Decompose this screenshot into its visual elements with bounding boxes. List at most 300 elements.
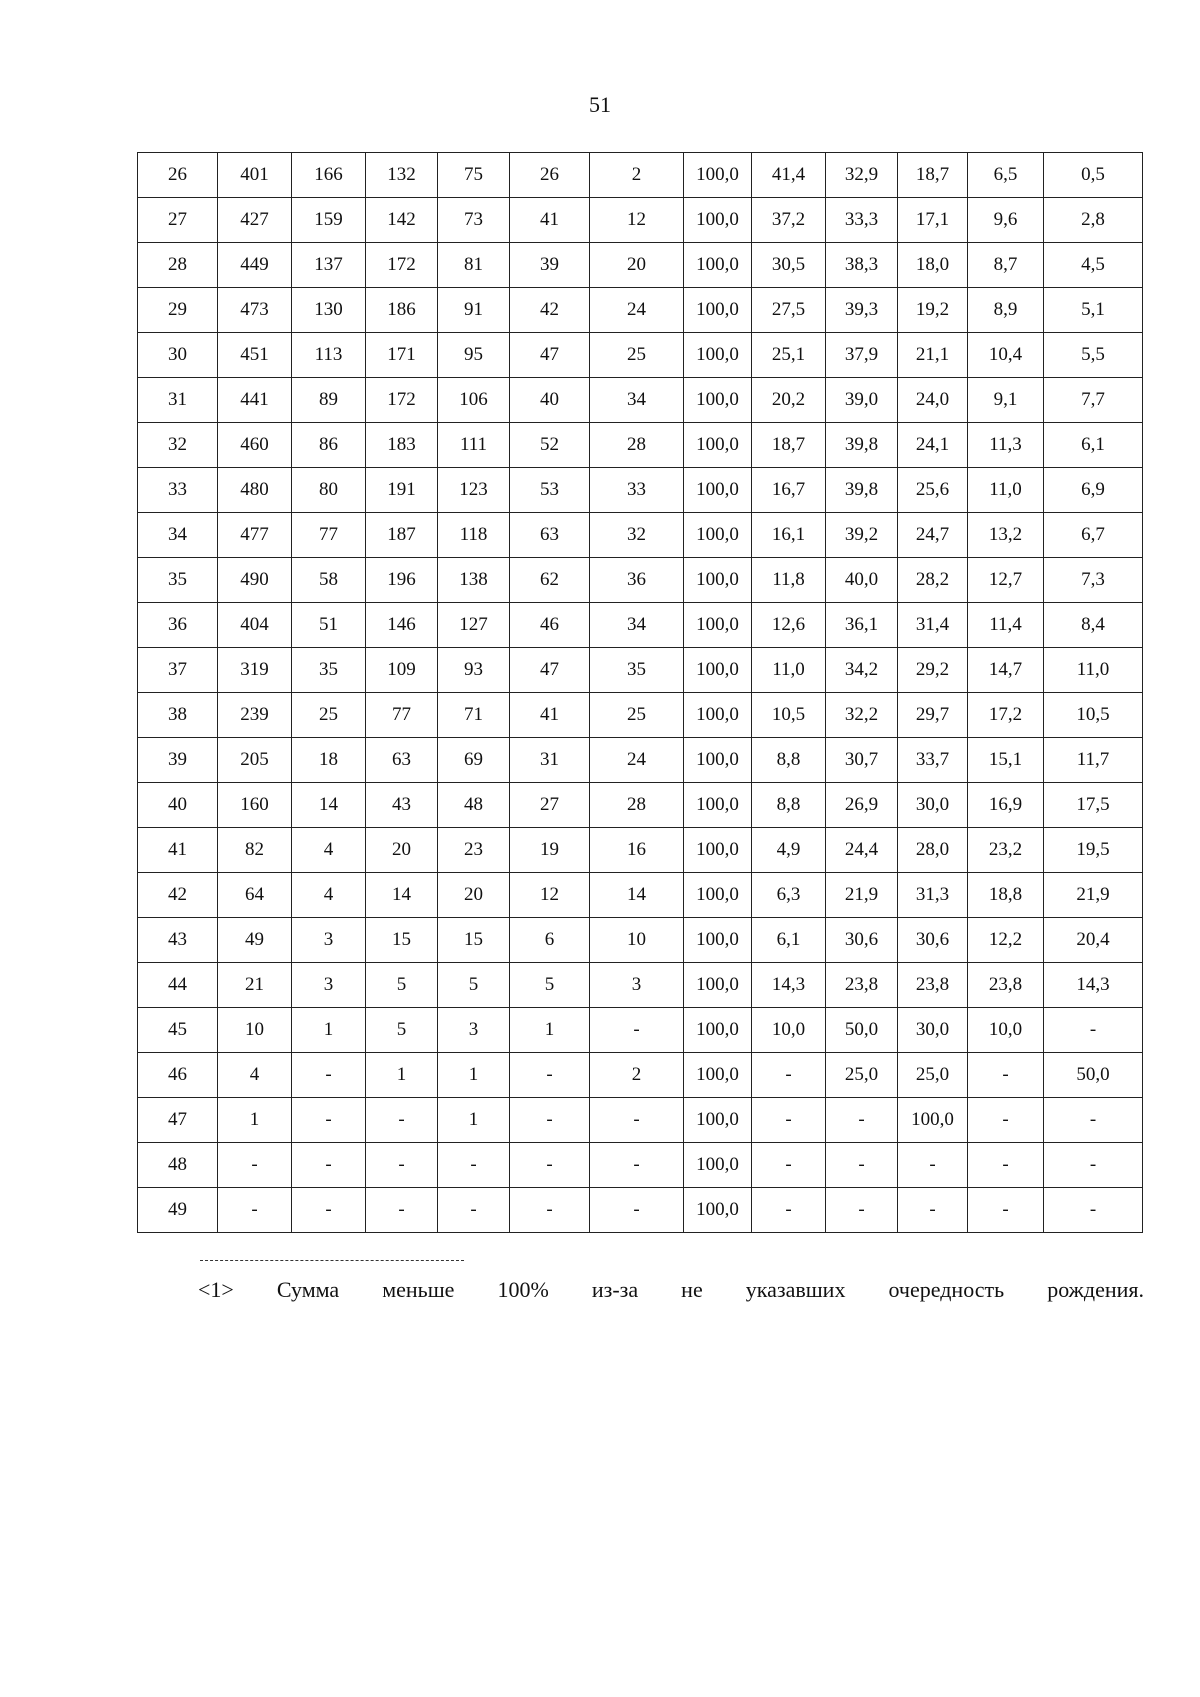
table-row [138, 558, 1143, 603]
table-cell: 28 [590, 423, 684, 468]
table-cell: 490 [218, 558, 292, 603]
table-cell: - [510, 1188, 590, 1233]
table-cell: 21 [218, 963, 292, 1008]
table-cell: 166 [292, 153, 366, 198]
table-row [138, 918, 1143, 963]
table-cell: 16,7 [752, 468, 826, 513]
table-cell: 43 [138, 918, 218, 963]
table-cell: 6,1 [752, 918, 826, 963]
table-cell: 46 [138, 1053, 218, 1098]
table-cell: - [292, 1053, 366, 1098]
table-cell: 31 [138, 378, 218, 423]
table-cell: 8,8 [752, 738, 826, 783]
table-cell: 8,9 [968, 288, 1044, 333]
table-cell: 14 [366, 873, 438, 918]
table-cell: 26 [138, 153, 218, 198]
table-cell: 100,0 [684, 333, 752, 378]
table-cell: 34 [138, 513, 218, 558]
table-cell: 171 [366, 333, 438, 378]
table-cell: 47 [510, 333, 590, 378]
table-cell: - [510, 1098, 590, 1143]
table-cell: 52 [510, 423, 590, 468]
table-cell: 25,0 [898, 1053, 968, 1098]
table-cell: 71 [438, 693, 510, 738]
table-cell: 69 [438, 738, 510, 783]
table-row [138, 828, 1143, 873]
table-cell: 19,2 [898, 288, 968, 333]
table-cell: 47 [510, 648, 590, 693]
table-cell: 17,5 [1044, 783, 1143, 828]
table-cell: 25,6 [898, 468, 968, 513]
footnote-separator [200, 1260, 464, 1261]
table-cell: - [968, 1143, 1044, 1188]
table-cell: 100,0 [684, 783, 752, 828]
table-cell: 32,2 [826, 693, 898, 738]
table-cell: 14,3 [1044, 963, 1143, 1008]
table-cell: 10,4 [968, 333, 1044, 378]
table-cell: 23,8 [826, 963, 898, 1008]
table-cell: 10,5 [752, 693, 826, 738]
table-cell: 38 [138, 693, 218, 738]
table-cell: 29,2 [898, 648, 968, 693]
table-cell: 24,7 [898, 513, 968, 558]
table-cell: 100,0 [684, 1098, 752, 1143]
table-cell: 8,7 [968, 243, 1044, 288]
table-row [138, 963, 1143, 1008]
table-cell: 100,0 [684, 378, 752, 423]
table-cell: 37,2 [752, 198, 826, 243]
table-cell: 39,3 [826, 288, 898, 333]
table-cell: 113 [292, 333, 366, 378]
table-cell: 46 [510, 603, 590, 648]
table-cell: 39,8 [826, 423, 898, 468]
table-row [138, 243, 1143, 288]
table-cell: 34,2 [826, 648, 898, 693]
table-cell: 53 [510, 468, 590, 513]
table-cell: 480 [218, 468, 292, 513]
table-cell: 33 [590, 468, 684, 513]
table-cell: 32 [590, 513, 684, 558]
table-cell: 24 [590, 288, 684, 333]
table-cell: 473 [218, 288, 292, 333]
table-cell: 4 [292, 873, 366, 918]
table-cell: 17,2 [968, 693, 1044, 738]
table-cell: 7,3 [1044, 558, 1143, 603]
table-cell: 11,7 [1044, 738, 1143, 783]
table-row [138, 1188, 1143, 1233]
table-cell: 4 [292, 828, 366, 873]
table-cell: - [590, 1098, 684, 1143]
table-cell: - [826, 1098, 898, 1143]
table-cell: 30,0 [898, 1008, 968, 1053]
table-cell: 100,0 [684, 558, 752, 603]
table-cell: 25,1 [752, 333, 826, 378]
table-cell: 100,0 [684, 918, 752, 963]
table-row [138, 1008, 1143, 1053]
table-cell: 16,1 [752, 513, 826, 558]
table-cell: 100,0 [684, 873, 752, 918]
table-cell: 14,3 [752, 963, 826, 1008]
table-cell: 35 [138, 558, 218, 603]
table-cell: - [510, 1143, 590, 1188]
table-cell: 9,6 [968, 198, 1044, 243]
table-cell: - [968, 1098, 1044, 1143]
table-cell: 24,1 [898, 423, 968, 468]
table-cell: 10 [218, 1008, 292, 1053]
table-cell: 29 [138, 288, 218, 333]
table-cell: 401 [218, 153, 292, 198]
table-cell: 24,0 [898, 378, 968, 423]
table-cell: - [366, 1098, 438, 1143]
table-cell: 19,5 [1044, 828, 1143, 873]
table-cell: 36 [138, 603, 218, 648]
table-row [138, 423, 1143, 468]
table-cell: 441 [218, 378, 292, 423]
table-cell: 100,0 [684, 468, 752, 513]
table-cell: 118 [438, 513, 510, 558]
table-cell: 1 [438, 1098, 510, 1143]
table-cell: 1 [510, 1008, 590, 1053]
table-cell: 1 [438, 1053, 510, 1098]
table-cell: 130 [292, 288, 366, 333]
table-cell: 16 [590, 828, 684, 873]
table-cell: 5,5 [1044, 333, 1143, 378]
table-cell: 30,6 [898, 918, 968, 963]
table-cell: 18,0 [898, 243, 968, 288]
table-cell: 5 [366, 1008, 438, 1053]
footnote-text: <1> Сумма меньше 100% из-за не указавших очередность рождения. [198, 1277, 1144, 1302]
table-cell: 109 [366, 648, 438, 693]
table-cell: 50,0 [1044, 1053, 1143, 1098]
table-row [138, 333, 1143, 378]
table-cell: - [218, 1143, 292, 1188]
table-cell: - [826, 1143, 898, 1188]
table-cell: - [898, 1188, 968, 1233]
table-cell: 49 [138, 1188, 218, 1233]
table-cell: - [1044, 1098, 1143, 1143]
table-cell: 34 [590, 378, 684, 423]
table-cell: 63 [510, 513, 590, 558]
table-cell: 5,1 [1044, 288, 1143, 333]
table-cell: 45 [138, 1008, 218, 1053]
table-cell: - [752, 1143, 826, 1188]
table-cell: 18,8 [968, 873, 1044, 918]
table-cell: 28,0 [898, 828, 968, 873]
table-row [138, 513, 1143, 558]
table-row [138, 603, 1143, 648]
table-cell: 30 [138, 333, 218, 378]
table-cell: 20 [366, 828, 438, 873]
table-row [138, 378, 1143, 423]
table-body [138, 153, 1143, 1233]
table-cell: 11,8 [752, 558, 826, 603]
table-cell: - [438, 1188, 510, 1233]
table-cell: 21,9 [1044, 873, 1143, 918]
table-cell: 38,3 [826, 243, 898, 288]
table-cell: 100,0 [684, 603, 752, 648]
table-cell: - [366, 1188, 438, 1233]
table-cell: 23 [438, 828, 510, 873]
table-cell: 36 [590, 558, 684, 603]
table-cell: 35 [590, 648, 684, 693]
table-cell: 15 [366, 918, 438, 963]
table-cell: 5 [366, 963, 438, 1008]
table-cell: 35 [292, 648, 366, 693]
table-cell: 81 [438, 243, 510, 288]
table-cell: 319 [218, 648, 292, 693]
table-cell: 127 [438, 603, 510, 648]
table-cell: - [590, 1188, 684, 1233]
page-number: 51 [589, 92, 611, 117]
table-cell: 2,8 [1044, 198, 1143, 243]
table-cell: 48 [138, 1143, 218, 1188]
table-cell: - [752, 1188, 826, 1233]
table-cell: - [218, 1188, 292, 1233]
table-cell: 12 [590, 198, 684, 243]
table-cell: 36,1 [826, 603, 898, 648]
table-cell: 100,0 [684, 1053, 752, 1098]
table-cell: 132 [366, 153, 438, 198]
table-cell: 31 [510, 738, 590, 783]
table-cell: 100,0 [684, 828, 752, 873]
table-cell: 1 [218, 1098, 292, 1143]
table-cell: 100,0 [684, 513, 752, 558]
table-cell: 187 [366, 513, 438, 558]
table-cell: 20 [590, 243, 684, 288]
table-cell: 40,0 [826, 558, 898, 603]
table-cell: 95 [438, 333, 510, 378]
table-cell: 30,6 [826, 918, 898, 963]
table-cell: 20,4 [1044, 918, 1143, 963]
table-cell: 39 [138, 738, 218, 783]
table-cell: 12 [510, 873, 590, 918]
table-cell: 44 [138, 963, 218, 1008]
table-cell: 77 [366, 693, 438, 738]
table-cell: - [968, 1188, 1044, 1233]
table-cell: 19 [510, 828, 590, 873]
table-cell: 100,0 [684, 963, 752, 1008]
table-cell: 3 [590, 963, 684, 1008]
table-cell: 100,0 [684, 198, 752, 243]
table-cell: 100,0 [684, 423, 752, 468]
table-cell: 49 [218, 918, 292, 963]
table-cell: 30,0 [898, 783, 968, 828]
table-cell: 58 [292, 558, 366, 603]
table-cell: 42 [138, 873, 218, 918]
table-cell: 5 [510, 963, 590, 1008]
table-cell: 106 [438, 378, 510, 423]
table-cell: 21,9 [826, 873, 898, 918]
table-cell: 25 [590, 333, 684, 378]
table-cell: 21,1 [898, 333, 968, 378]
table-cell: 6,3 [752, 873, 826, 918]
table-cell: 41 [510, 198, 590, 243]
table-cell: 93 [438, 648, 510, 693]
table-row [138, 468, 1143, 513]
table-cell: - [1044, 1188, 1143, 1233]
table-cell: 111 [438, 423, 510, 468]
table-cell: 172 [366, 243, 438, 288]
table-cell: 16,9 [968, 783, 1044, 828]
table-cell: - [898, 1143, 968, 1188]
table-cell: 75 [438, 153, 510, 198]
table-cell: 11,0 [752, 648, 826, 693]
table-cell: 31,4 [898, 603, 968, 648]
table-cell: 4,9 [752, 828, 826, 873]
table-cell: 27 [510, 783, 590, 828]
table-cell: 26 [510, 153, 590, 198]
table-cell: 2 [590, 153, 684, 198]
table-cell: - [590, 1008, 684, 1053]
table-cell: 82 [218, 828, 292, 873]
table-cell: 1 [292, 1008, 366, 1053]
table-cell: 39,8 [826, 468, 898, 513]
table-cell: 40 [138, 783, 218, 828]
table-cell: 12,6 [752, 603, 826, 648]
table-cell: 449 [218, 243, 292, 288]
table-cell: 80 [292, 468, 366, 513]
table-row [138, 693, 1143, 738]
table-cell: 3 [292, 963, 366, 1008]
table-cell: - [1044, 1143, 1143, 1188]
table-cell: 196 [366, 558, 438, 603]
table-cell: 6,7 [1044, 513, 1143, 558]
table-cell: 100,0 [684, 1188, 752, 1233]
table-cell: 50,0 [826, 1008, 898, 1053]
table-cell: 3 [292, 918, 366, 963]
table-cell: 10,5 [1044, 693, 1143, 738]
table-cell: 15 [438, 918, 510, 963]
table-cell: - [366, 1143, 438, 1188]
table-cell: 28 [138, 243, 218, 288]
table-cell: 64 [218, 873, 292, 918]
table-cell: 33,3 [826, 198, 898, 243]
table-cell: 91 [438, 288, 510, 333]
table-cell: 12,7 [968, 558, 1044, 603]
table-row [138, 738, 1143, 783]
table-cell: 17,1 [898, 198, 968, 243]
table-cell: 15,1 [968, 738, 1044, 783]
table-cell: 6 [510, 918, 590, 963]
table-cell: 100,0 [898, 1098, 968, 1143]
table-cell: 23,8 [968, 963, 1044, 1008]
table-cell: 123 [438, 468, 510, 513]
table-cell: 43 [366, 783, 438, 828]
table-cell: - [826, 1188, 898, 1233]
table-cell: 48 [438, 783, 510, 828]
table-cell: 100,0 [684, 693, 752, 738]
table-row [138, 153, 1143, 198]
table-cell: 11,0 [1044, 648, 1143, 693]
table-cell: 47 [138, 1098, 218, 1143]
table-cell: 24 [590, 738, 684, 783]
table-cell: 6,1 [1044, 423, 1143, 468]
table-cell: 137 [292, 243, 366, 288]
table-cell: 6,9 [1044, 468, 1143, 513]
table-cell: - [292, 1188, 366, 1233]
table-row [138, 1143, 1143, 1188]
table-cell: 29,7 [898, 693, 968, 738]
table-cell: 37,9 [826, 333, 898, 378]
table-cell: 26,9 [826, 783, 898, 828]
table-cell: 73 [438, 198, 510, 243]
table-cell: 27,5 [752, 288, 826, 333]
table-cell: 28,2 [898, 558, 968, 603]
table-cell: 100,0 [684, 1008, 752, 1053]
table-cell: 100,0 [684, 738, 752, 783]
table-cell: 25 [292, 693, 366, 738]
table-cell: 8,4 [1044, 603, 1143, 648]
table-row [138, 873, 1143, 918]
table-row [138, 783, 1143, 828]
table-cell: - [752, 1053, 826, 1098]
table-cell: 186 [366, 288, 438, 333]
table-cell: 460 [218, 423, 292, 468]
table-cell: 24,4 [826, 828, 898, 873]
table-cell: 41 [138, 828, 218, 873]
table-cell: 138 [438, 558, 510, 603]
table-cell: 37 [138, 648, 218, 693]
table-cell: - [510, 1053, 590, 1098]
table-cell: 4 [218, 1053, 292, 1098]
table-cell: 18 [292, 738, 366, 783]
table-cell: 6,5 [968, 153, 1044, 198]
table-cell: 27 [138, 198, 218, 243]
table-cell: 205 [218, 738, 292, 783]
table-cell: - [1044, 1008, 1143, 1053]
table-cell: 10,0 [968, 1008, 1044, 1053]
table-cell: 4,5 [1044, 243, 1143, 288]
table-cell: 10,0 [752, 1008, 826, 1053]
table-cell: 89 [292, 378, 366, 423]
table-cell: 8,8 [752, 783, 826, 828]
table-cell: 77 [292, 513, 366, 558]
table-cell: 28 [590, 783, 684, 828]
table-cell: 100,0 [684, 153, 752, 198]
table-cell: 20,2 [752, 378, 826, 423]
table-cell: 23,8 [898, 963, 968, 1008]
table-cell: 30,5 [752, 243, 826, 288]
table-cell: 13,2 [968, 513, 1044, 558]
table-cell: 23,2 [968, 828, 1044, 873]
table-cell: 239 [218, 693, 292, 738]
table-cell: - [438, 1143, 510, 1188]
table-cell: 32 [138, 423, 218, 468]
table-cell: 14 [590, 873, 684, 918]
table-cell: 100,0 [684, 288, 752, 333]
table-cell: 172 [366, 378, 438, 423]
table-cell: - [292, 1143, 366, 1188]
table-cell: 404 [218, 603, 292, 648]
table-cell: 7,7 [1044, 378, 1143, 423]
table-cell: 3 [438, 1008, 510, 1053]
table-cell: 191 [366, 468, 438, 513]
table-row [138, 1098, 1143, 1143]
table-cell: 39,2 [826, 513, 898, 558]
table-cell: 39 [510, 243, 590, 288]
table-cell: 100,0 [684, 1143, 752, 1188]
table-cell: 62 [510, 558, 590, 603]
table-cell: 11,3 [968, 423, 1044, 468]
table-cell: 146 [366, 603, 438, 648]
table-cell: 51 [292, 603, 366, 648]
table-cell: 100,0 [684, 243, 752, 288]
table-cell: 10 [590, 918, 684, 963]
table-cell: 41 [510, 693, 590, 738]
table-cell: 160 [218, 783, 292, 828]
table-row [138, 288, 1143, 333]
table-cell: 14 [292, 783, 366, 828]
